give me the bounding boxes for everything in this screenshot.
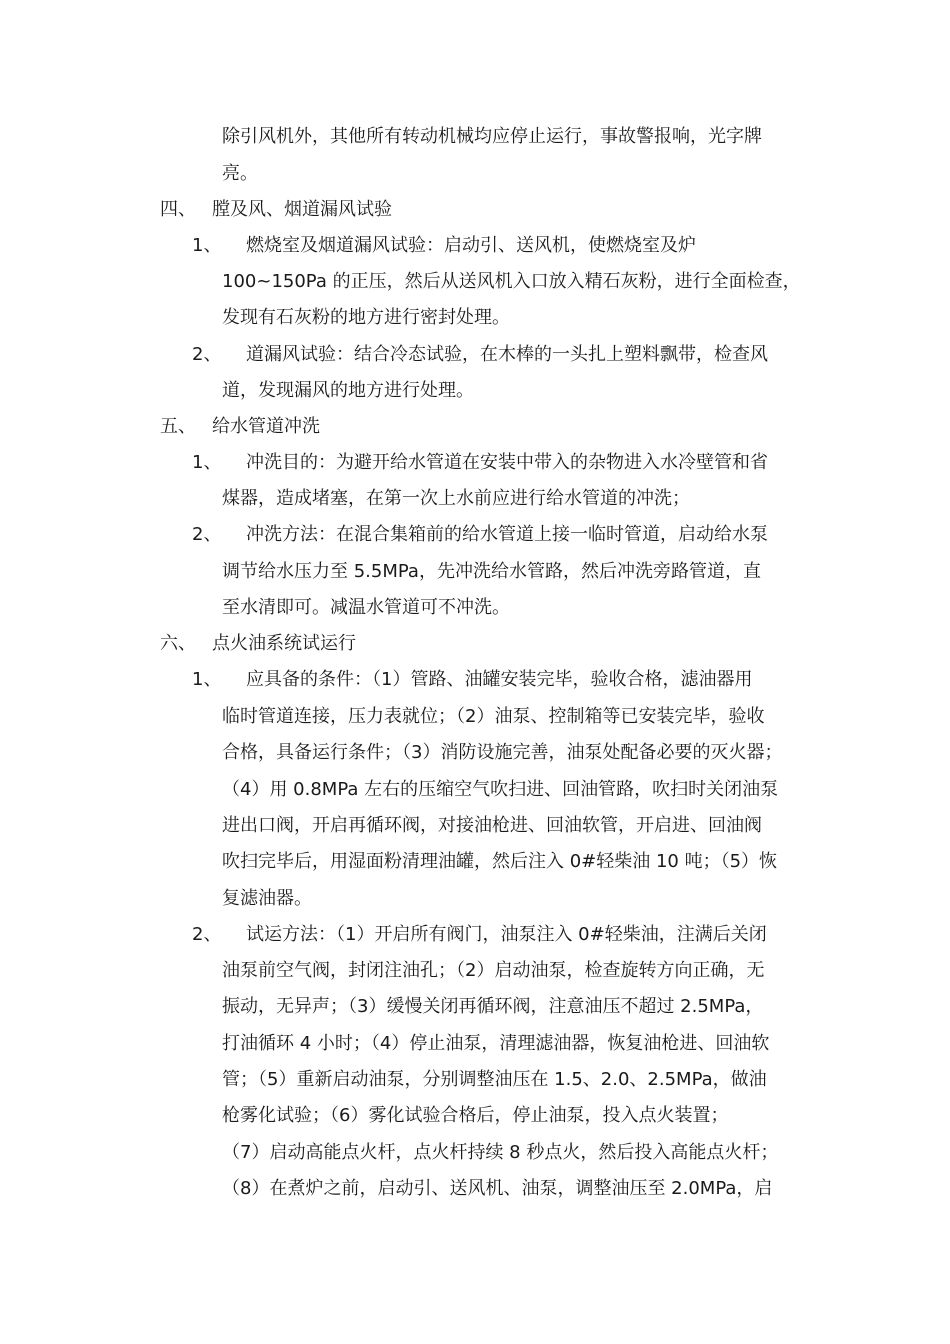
body-line: 除引风机外，其他所有转动机械均应停止运行，事故警报响，光字牌 bbox=[222, 126, 762, 147]
item-number: 1、 bbox=[192, 235, 222, 256]
body-line: 道，发现漏风的地方进行处理。 bbox=[222, 380, 474, 401]
item-number: 2、 bbox=[192, 344, 222, 365]
section-number: 五、 bbox=[160, 416, 196, 437]
item-number: 2、 bbox=[192, 524, 222, 545]
body-line: 油泵前空气阀，封闭注油孔；（2）启动油泵，检查旋转方向正确，无 bbox=[222, 960, 765, 981]
body-line: （7）启动高能点火杆，点火杆持续 8 秒点火，然后投入高能点火杆； bbox=[222, 1142, 779, 1163]
body-line: 道漏风试验：结合冷态试验，在木棒的一头扎上塑料飘带，检查风 bbox=[246, 344, 768, 365]
body-line: 进出口阀，开启再循环阀，对接油枪进、回油软管，开启进、回油阀 bbox=[222, 815, 762, 836]
body-line: 冲洗目的：为避开给水管道在安装中带入的杂物进入水冷壁管和省 bbox=[246, 452, 768, 473]
body-line: 煤器，造成堵塞，在第一次上水前应进行给水管道的冲洗； bbox=[222, 488, 690, 509]
body-line: 枪雾化试验；（6）雾化试验合格后，停止油泵，投入点火装置； bbox=[222, 1105, 729, 1126]
body-line: 复滤油器。 bbox=[222, 888, 312, 909]
body-line: 应具备的条件：（1）管路、油罐安装完毕，验收合格，滤油器用 bbox=[246, 669, 753, 690]
body-line: 冲洗方法：在混合集箱前的给水管道上接一临时管道，启动给水泵 bbox=[246, 524, 768, 545]
body-line: 发现有石灰粉的地方进行密封处理。 bbox=[222, 307, 510, 328]
section-title: 给水管道冲洗 bbox=[212, 416, 320, 437]
body-line: 管；（5）重新启动油泵，分别调整油压在 1.5、2.0、2.5MPa，做油 bbox=[222, 1069, 767, 1090]
body-line: 临时管道连接，压力表就位；（2）油泵、控制箱等已安装完毕，验收 bbox=[222, 706, 765, 727]
section-number: 六、 bbox=[160, 633, 196, 654]
body-line: 亮。 bbox=[222, 163, 258, 184]
section-number: 四、 bbox=[160, 199, 196, 220]
body-line: 至水清即可。减温水管道可不冲洗。 bbox=[222, 597, 510, 618]
body-line: 100~150Pa 的正压，然后从送风机入口放入精石灰粉，进行全面检查， bbox=[222, 271, 801, 292]
item-number: 1、 bbox=[192, 669, 222, 690]
item-number: 2、 bbox=[192, 924, 222, 945]
body-line: （4）用 0.8MPa 左右的压缩空气吹扫进、回油管路，吹扫时关闭油泵 bbox=[222, 779, 779, 800]
section-title: 点火油系统试运行 bbox=[212, 633, 356, 654]
section-title: 膛及风、烟道漏风试验 bbox=[212, 199, 392, 220]
body-line: 振动，无异声；（3）缓慢关闭再循环阀，注意油压不超过 2.5MPa， bbox=[222, 996, 764, 1017]
item-number: 1、 bbox=[192, 452, 222, 473]
body-line: 调节给水压力至 5.5MPa，先冲洗给水管路，然后冲洗旁路管道，直 bbox=[222, 561, 761, 582]
body-line: 打油循环 4 小时；（4）停止油泵，清理滤油器，恢复油枪进、回油软 bbox=[222, 1033, 770, 1054]
body-line: 合格，具备运行条件；（3）消防设施完善，油泵处配备必要的灭火器； bbox=[222, 742, 783, 763]
body-line: 吹扫完毕后，用湿面粉清理油罐，然后注入 0#轻柴油 10 吨；（5）恢 bbox=[222, 851, 778, 872]
body-line: （8）在煮炉之前，启动引、送风机、油泵，调整油压至 2.0MPa，启 bbox=[222, 1178, 773, 1199]
body-line: 试运方法：（1）开启所有阀门，油泵注入 0#轻柴油，注满后关闭 bbox=[246, 924, 767, 945]
body-line: 燃烧室及烟道漏风试验：启动引、送风机，使燃烧室及炉 bbox=[246, 235, 696, 256]
